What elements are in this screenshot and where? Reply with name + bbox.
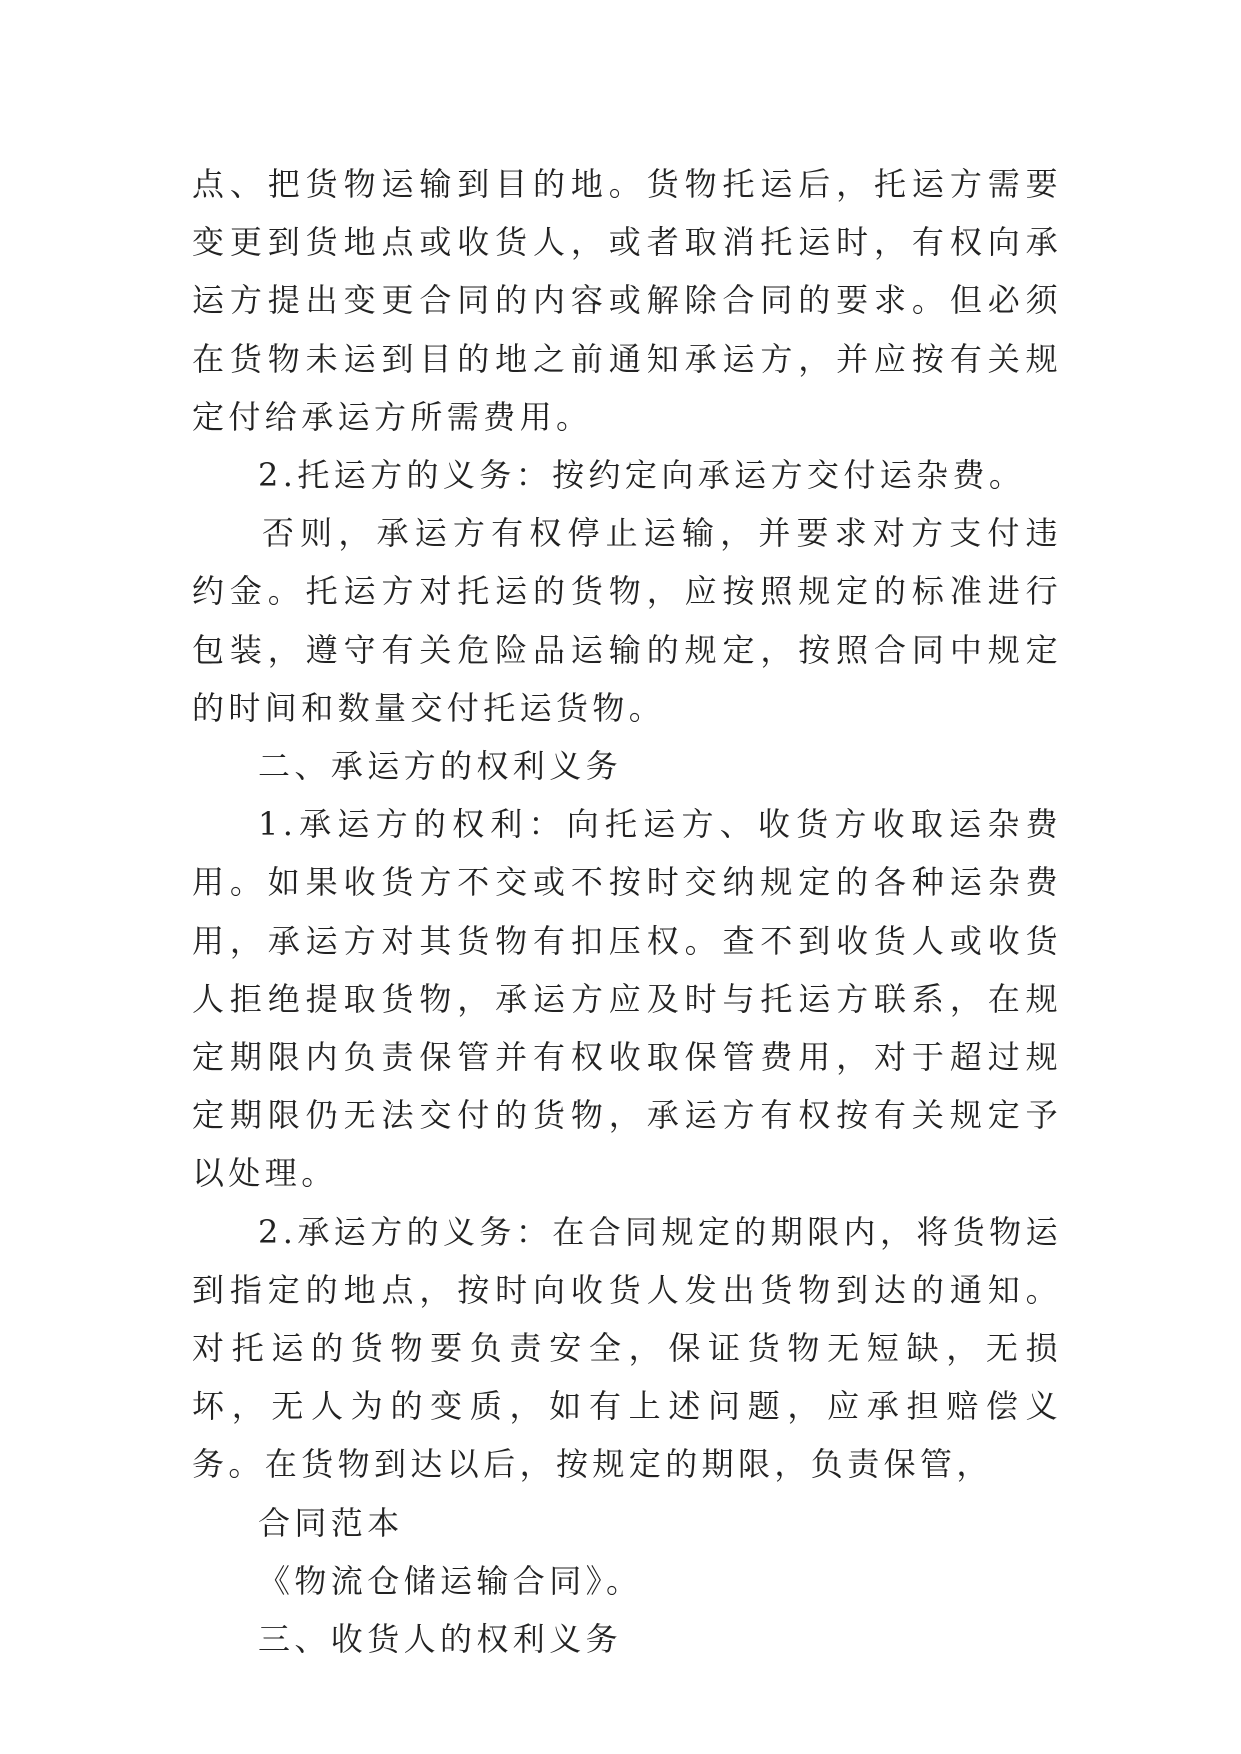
paragraph-shipper-obligation: 2.托运方的义务：按约定向承运方交付运杂费。 (258, 456, 1026, 495)
paragraph-carrier-obligations: 2.承运方的义务：在合同规定的期限内，将货物运到指定的地点，按时向收货人发出货物到达的通知。对托运的货物要负责安全，保证货物无短缺，无损坏，无人为的变质，如有上述问题，应承担赔偿义务。在货物到达以后，按规定的期限，负责保管， (192, 1212, 1062, 1484)
paragraph-continuation: 点、把货物运输到目的地。货物托运后，托运方需要变更到货地点或收货人，或者取消托运时，有权向承运方提出变更合同的内容或解除合同的要求。但必须在货物未运到目的地之前通知承运方，并应按有关规定付给承运方所需费用。 (192, 165, 1062, 436)
section-heading-consignee: 三、收货人的权利义务 (258, 1620, 623, 1659)
document-body (192, 155, 1062, 1668)
section-heading-carrier: 二、承运方的权利义务 (258, 747, 623, 786)
paragraph-carrier-rights: 1.承运方的权利：向托运方、收货方收取运杂费用。如果收货方不交或不按时交纳规定的各种运杂费用，承运方对其货物有扣压权。查不到收货人或收货人拒绝提取货物，承运方应及时与托运方联系，在规定期限内负责保管并有权收取保管费用，对于超过规定期限仍无法交付的货物，承运方有权按有关规定予以处理。 (192, 805, 1062, 1193)
paragraph-otherwise: 否则，承运方有权停止运输，并要求对方支付违约金。托运方对托运的货物，应按照规定的标准进行包装，遵守有关危险品运输的规定，按照合同中规定的时间和数量交付托运货物。 (192, 514, 1062, 727)
paragraph-contract-title: 《物流仓储运输合同》。 (258, 1561, 643, 1600)
paragraph-contract-template: 合同范本 (258, 1503, 404, 1542)
